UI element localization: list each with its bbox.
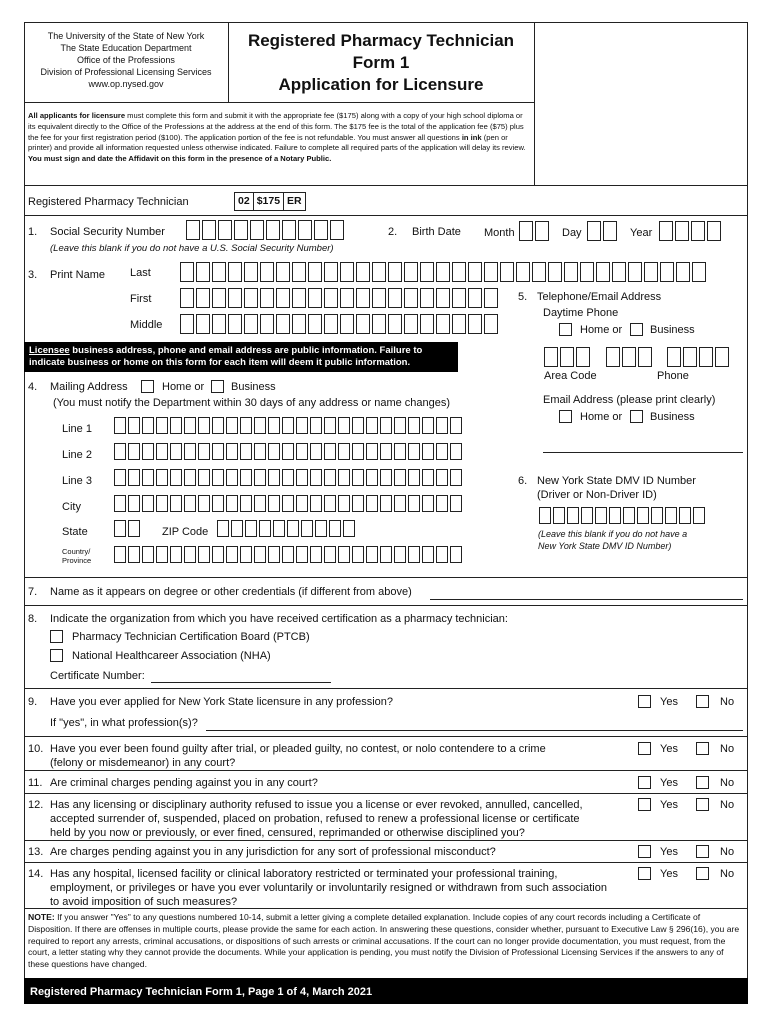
birth-month-input[interactable] [519,221,549,241]
no-label: No [720,868,735,880]
nha-label: National Healthcareer Association (NHA) [72,650,271,662]
intro-lead: All applicants for licensure [28,111,126,120]
title-line: Form 1 [352,53,410,72]
q3-number: 3. [28,269,38,281]
q7-number: 7. [28,586,38,598]
city-label: City [62,501,81,513]
q9-yes-checkbox[interactable] [638,695,651,708]
certificate-number-label: Certificate Number: [50,670,145,682]
email-label: Email Address (please print clearly) [543,394,716,406]
q11-text: Are criminal charges pending against you in any court? [50,777,318,789]
address-line3-label: Line 3 [62,475,92,487]
birth-year-input[interactable] [659,221,721,241]
address-line2-input[interactable] [114,443,462,460]
title-line: Application for Licensure [278,75,484,94]
ptcb-label: Pharmacy Technician Certification Board (PTCB) [72,631,310,643]
fee-code [235,192,306,211]
q5-label: Telephone/Email Address [537,291,662,303]
q14-no-checkbox[interactable] [696,867,709,880]
org-line: The State Education Department [60,43,192,53]
profession-fee: $175 [253,192,284,211]
q13-number: 13. [28,846,44,858]
birth-month-label: Month [484,227,515,239]
ptcb-checkbox[interactable] [50,630,63,643]
q13-text: Are charges pending against you in any jurisdiction for any sort of professional misconduct? [50,846,496,858]
q4-note: (You must notify the Department within 30 days of any address or name changes) [53,397,451,409]
state-input[interactable] [114,520,140,537]
q6-sub: (Driver or Non-Driver ID) [537,489,657,501]
q6-note [538,528,687,552]
yes-label: Yes [660,743,678,755]
country-input[interactable] [114,546,462,563]
no-label: No [720,777,735,789]
country-label-line2: Province [62,556,92,565]
note-label: NOTE: [28,912,55,922]
credential-name-input[interactable] [430,599,743,600]
q10-no-checkbox[interactable] [696,742,709,755]
q14-line: to avoid imposition of such measures? [50,896,238,908]
q10-line: (felony or misdemeanor) in any court? [50,757,236,769]
q8-label: Indicate the organization from which you have received certification as a pharmacy technician: [50,613,508,625]
middle-name-label: Middle [130,319,163,331]
mailing-business-label: Business [231,381,276,393]
ssn-input[interactable] [186,220,344,240]
yes-label: Yes [660,777,678,789]
address-line3-input[interactable] [114,469,462,486]
footer-text: Registered Pharmacy Technician Form 1, Page 1 of 4, March 2021 [30,986,373,998]
q9-followup: If "yes", in what profession(s)? [50,717,198,729]
q10-text [50,742,546,770]
mailing-home-checkbox[interactable] [141,380,154,393]
email-input[interactable] [543,452,743,453]
notice-text: business address, phone and email address are public information. Failure to indicate business or home on this form for each item will deem it public information. [29,345,423,368]
q12-number: 12. [28,799,44,811]
last-name-label: Last [130,267,151,279]
q12-line: accepted surrender of, suspended, placed on probation, refused to renew a professional license or certificate [50,813,580,825]
area-code-label: Area Code [544,370,597,382]
org-line: The University of the State of New York [47,31,205,41]
area-code-input[interactable] [544,347,590,367]
intro-body2: (pen or printer) and provide all information requested unless otherwise indicated. Failure to complete all required parts of the application will delay its review. [28,132,526,153]
q14-line: employment, or privileges or have you ever voluntarily or involuntarily resigned or withdrawn from such association [50,882,607,894]
email-business-label: Business [650,411,695,423]
q1-number: 1. [28,226,38,238]
address-line1-input[interactable] [114,417,462,434]
zip-input[interactable] [217,520,355,537]
intro-sign: You must sign and date the Affidavit on this form in the presence of a Notary Public. [28,154,332,164]
public-info-notice [24,342,458,372]
q14-yes-checkbox[interactable] [638,867,651,880]
q12-text [50,798,583,840]
email-business-checkbox[interactable] [630,410,643,423]
q13-no-checkbox[interactable] [696,845,709,858]
address-line2-label: Line 2 [62,449,92,461]
q12-line: held by you now or previously, or ever fined, censured, reprimanded or otherwise disciplined you? [50,827,525,839]
website-link[interactable]: www.op.nysed.gov [88,79,164,89]
dmv-id-input[interactable] [539,507,705,524]
q12-yes-checkbox[interactable] [638,798,651,811]
yes-label: Yes [660,799,678,811]
q8-number: 8. [28,613,38,625]
q9-no-checkbox[interactable] [696,695,709,708]
last-name-input[interactable] [180,262,706,282]
notice-licensee: Licensee [29,345,70,356]
q7-label: Name as it appears on degree or other credentials (if different from above) [50,586,412,598]
q12-no-checkbox[interactable] [696,798,709,811]
phone-line-input[interactable] [667,347,729,367]
q14-text [50,867,607,909]
birth-day-input[interactable] [587,221,617,241]
title-line: Registered Pharmacy Technician [247,31,515,50]
no-label: No [720,743,735,755]
q1-note: (Leave this blank if you do not have a U.S. Social Security Number) [50,243,334,254]
profession-label: Registered Pharmacy Technician [28,196,189,208]
profession-input[interactable] [206,730,743,731]
yes-label: Yes [660,846,678,858]
q11-no-checkbox[interactable] [696,776,709,789]
org-line: Office of the Professions [77,55,175,65]
middle-name-input[interactable] [180,314,498,334]
address-line1-label: Line 1 [62,423,92,435]
mailing-home-label: Home or [162,381,205,393]
intro-ink: in ink [461,132,482,142]
q10-line: Have you ever been found guilty after trial, or pleaded guilty, no contest, or nolo contendere to a crime [50,743,546,755]
q6-number: 6. [518,475,528,487]
q9-label: Have you ever applied for New York State licensure in any profession? [50,696,394,708]
q13-yes-checkbox[interactable] [638,845,651,858]
first-name-input[interactable] [180,288,498,308]
birth-day-label: Day [562,227,582,239]
q10-number: 10. [28,743,44,755]
profession-type: ER [283,192,306,211]
agency-block [26,30,226,90]
yes-label: Yes [660,868,678,880]
email-home-label: Home or [580,411,623,423]
q10-yes-checkbox[interactable] [638,742,651,755]
note-block [28,912,746,971]
q2-label: Birth Date [412,226,461,238]
q6-note-line1: (Leave this blank if you do not have a [538,529,688,539]
daytime-phone-label: Daytime Phone [543,307,619,319]
profession-code: 02 [234,192,254,211]
country-label [62,547,91,565]
yes-label: Yes [660,696,678,708]
phone-business-checkbox[interactable] [630,323,643,336]
q4-number: 4. [28,381,38,393]
q6-label: New York State DMV ID Number [537,475,696,487]
q6-note-line2: New York State DMV ID Number) [538,541,672,551]
phone-label: Phone [657,370,689,382]
state-label: State [62,526,88,538]
q9-number: 9. [28,696,38,708]
phone-home-label: Home or [580,324,623,336]
nha-checkbox[interactable] [50,649,63,662]
intro-text [28,111,530,165]
no-label: No [720,696,735,708]
phone-home-checkbox[interactable] [559,323,572,336]
q2-number: 2. [388,226,398,238]
footer-bar [24,978,748,1004]
no-label: No [720,799,735,811]
email-home-checkbox[interactable] [559,410,572,423]
q4-label: Mailing Address [50,381,128,393]
birth-year-label: Year [630,227,653,239]
first-name-label: First [130,293,152,305]
q14-number: 14. [28,868,44,880]
city-input[interactable] [114,495,462,512]
phone-prefix-input[interactable] [606,347,652,367]
q1-label: Social Security Number [50,226,165,238]
q11-yes-checkbox[interactable] [638,776,651,789]
q12-line: Has any licensing or disciplinary authority refused to issue you a license or ever revoked, annulled, cancelled, [50,799,583,811]
note-text: If you answer "Yes" to any questions numbered 10-14, submit a letter giving a complete detailed explanation. Include copies of any court records including a Certificate of Disposition. If there are offenses in multiple courts, please provide the same for each action. In answering these questions, consider whether, pursuant to Executive Law § 296(16), you are required to report any arrests, criminal accusations, or dispositions of such arrests or criminal accusations. If the court can no longer provide documentation, you must request, from the court, a letter stating why they cannot provide the documents. While your application is pending, you must notify the Division of Professional Licensing Services if the answers to any of these questions have changed. [28,912,740,970]
q3-label: Print Name [50,269,106,281]
mailing-business-checkbox[interactable] [211,380,224,393]
certificate-number-input[interactable] [151,682,331,683]
zip-label: ZIP Code [162,526,209,538]
q11-number: 11. [28,777,43,789]
country-label-line1: Country/ [62,547,91,556]
org-line: Division of Professional Licensing Services [40,67,212,77]
no-label: No [720,846,735,858]
q14-line: Has any hospital, licensed facility or clinical laboratory restricted or terminated your professional training, [50,868,558,880]
intro-body: must complete this form and submit it with the appropriate fee ($175) along with a copy of your high school diploma or its equivalent directly to the Office of the Professions at the address at the end of this form. The $175 fee is the total of the application fee ($75) plus the fee for your first registration period ($100). The application portion of the fee is not refundable. You must answer all questions [28,111,524,142]
form-title [228,30,534,96]
q5-number: 5. [518,291,528,303]
phone-business-label: Business [650,324,695,336]
